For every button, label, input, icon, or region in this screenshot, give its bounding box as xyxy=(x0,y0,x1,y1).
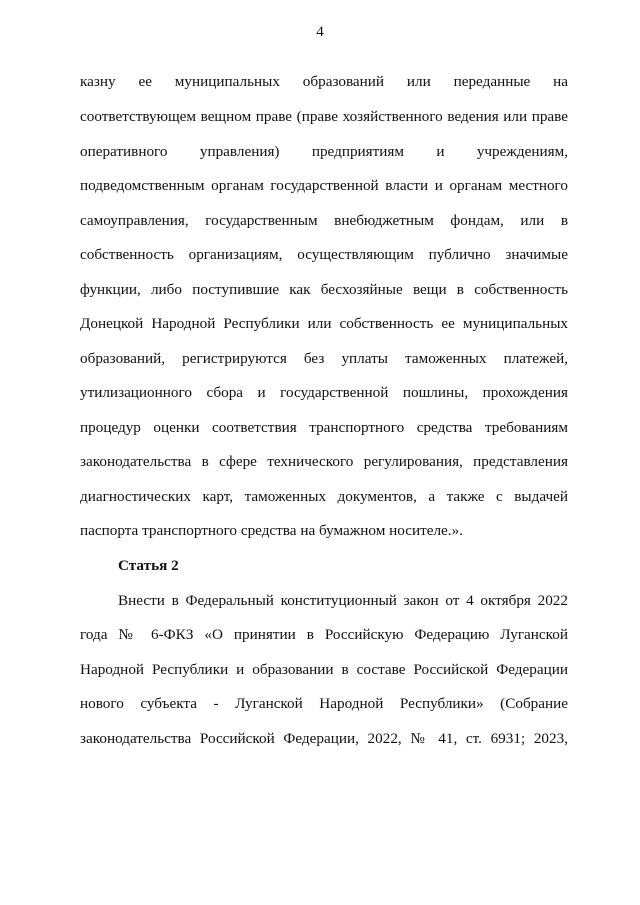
text-line: соответствующем вещном праве (праве хозяйственного ведения или праве xyxy=(80,108,568,125)
text-line: собственность организациям, осуществляющим публично значимые xyxy=(80,246,568,263)
page-number: 4 xyxy=(316,24,324,40)
text-line: нового субъекта - Луганской Народной Республики» (Собрание xyxy=(80,695,568,712)
text-line: Внести в Федеральный конституционный закон от 4 октября 2022 xyxy=(118,592,568,609)
text-line: диагностических карт, таможенных документов, а также с выдачей xyxy=(80,488,568,505)
text-line: Донецкой Народной Республики или собственность ее муниципальных xyxy=(80,315,568,332)
text-line: оперативного управления) предприятиям и учреждениям, xyxy=(80,143,568,160)
text-line: законодательства Российской Федерации, 2022, № 41, ст. 6931; 2023, xyxy=(80,730,568,747)
text-line: законодательства в сфере технического регулирования, представления xyxy=(80,453,568,470)
text-line: казну ее муниципальных образований или переданные на xyxy=(80,73,568,90)
text-line: года № 6-ФКЗ «О принятии в Российскую Федерацию Луганской xyxy=(80,626,568,643)
text-line: функции, либо поступившие как бесхозяйные вещи в собственность xyxy=(80,281,568,298)
text-line: процедур оценки соответствия транспортного средства требованиям xyxy=(80,419,568,436)
text-line: Народной Республики и образовании в составе Российской Федерации xyxy=(80,661,568,678)
text-line: самоуправления, государственным внебюджетным фондам, или в xyxy=(80,212,568,229)
text-line: паспорта транспортного средства на бумажном носителе.». xyxy=(80,522,463,539)
article-heading: Статья 2 xyxy=(118,557,179,574)
text-line: образований, регистрируются без уплаты таможенных платежей, xyxy=(80,350,568,367)
text-line: утилизационного сбора и государственной пошлины, прохождения xyxy=(80,384,568,401)
text-line: подведомственным органам государственной власти и органам местного xyxy=(80,177,568,194)
